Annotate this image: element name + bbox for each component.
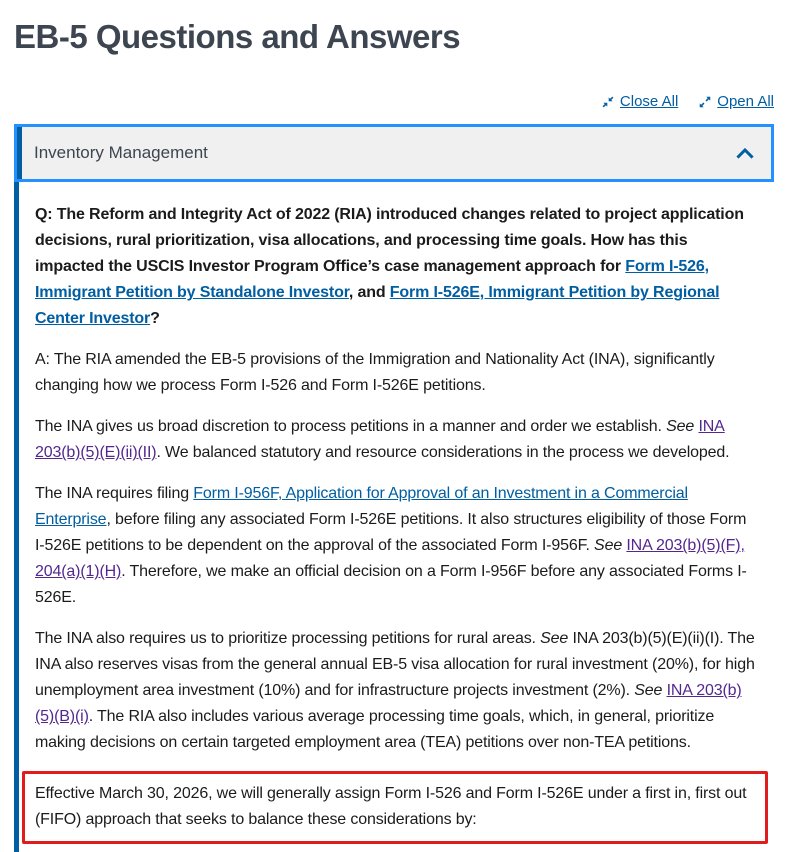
inline-link[interactable]: INA 203(b)(5)(F), 204(a)(1)(H) [35,537,745,581]
close-all-label: Close All [619,93,679,111]
accordion-controls [14,93,774,110]
chevron-up-icon [736,144,754,164]
paragraph: The INA also requires us to prioritize processing petitions for rural areas. See INA 203(b)(5)(E)(ii)(I). The INA also reserves visas from the general annual EB-5 visa allocation for rural investment (20%), for high unemployment area investment (10%) and for infrastructure projects investment (2%). See INA 203(b)(5)(B)(i). The RIA also includes various average processing time goals, which, in general, prioritize making decisions on certain targeted employment area (TEA) petitions over non-TEA petitions. [35,630,755,752]
emphasis-text: See [666,418,695,436]
paragraph: The INA gives us broad discretion to process petitions in a manner and order we establish. See INA 203(b)(5)(E)(ii)(II). We balanced statutory and resource considerations in the process we developed. [35,418,730,462]
inline-link[interactable]: INA 203(b)(5)(B)(i) [35,682,742,726]
accordion-header-button[interactable] [17,127,771,179]
accordion-title: Inventory Management [34,143,208,163]
paragraph: Q: The Reform and Integrity Act of 2022 (RIA) introduced changes related to project application decisions, rural prioritization, visa allocations, and processing time goals. How has this impacted the USCIS Investor Program Office’s case management approach for Form I-526, Immigrant Petition by Standalone Investor, and Form I-526E, Immigrant Petition by Regional Center Investor? [35,206,744,328]
inline-link[interactable]: Form I-956F, Application for Approval of an Investment in a Commercial Enterprise [35,485,688,529]
open-all-label: Open All [717,93,774,111]
inline-link[interactable]: Form I-526, Immigrant Petition by Standalone Investor [35,258,709,302]
open-all-button[interactable] [698,93,774,110]
paragraph: The INA requires filing Form I-956F, Application for Approval of an Investment in a Commercial Enterprise, before filing any associated Form I-526E petitions. It also structures eligibility of those Form I-526E petitions to be dependent on the approval of the associated Form I-956F. See INA 203(b)(5)(F), 204(a)(1)(H). Therefore, we make an official decision on a Form I-956F before any associated Forms I-526E. [35,485,747,607]
paragraph: Effective March 30, 2026, we will generally assign Form I-526 and Form I-526E under a first in, first out (FIFO) approach that seeks to balance these considerations by: [35,785,747,829]
inline-link[interactable]: INA 203(b)(5)(E)(ii)(II) [35,418,725,462]
inline-link[interactable]: Form I-526E, Immigrant Petition by Regional Center Investor [35,284,720,328]
accordion-inventory-management [14,124,774,852]
accordion-content [14,182,774,852]
collapse-all-icon [601,95,615,109]
emphasis-text: See [594,537,623,555]
emphasis-text: See [540,630,569,648]
emphasis-text: See [634,682,663,700]
page-title: EB-5 Questions and Answers [14,18,461,55]
highlight-annotation-box [22,771,768,844]
accordion-focus-ring [14,124,774,182]
close-all-button[interactable] [601,93,678,110]
paragraph: A: The RIA amended the EB-5 provisions of the Immigration and Nationality Act (INA), significantly changing how we process Form I-526 and Form I-526E petitions. [35,351,715,395]
expand-all-icon [698,95,712,109]
